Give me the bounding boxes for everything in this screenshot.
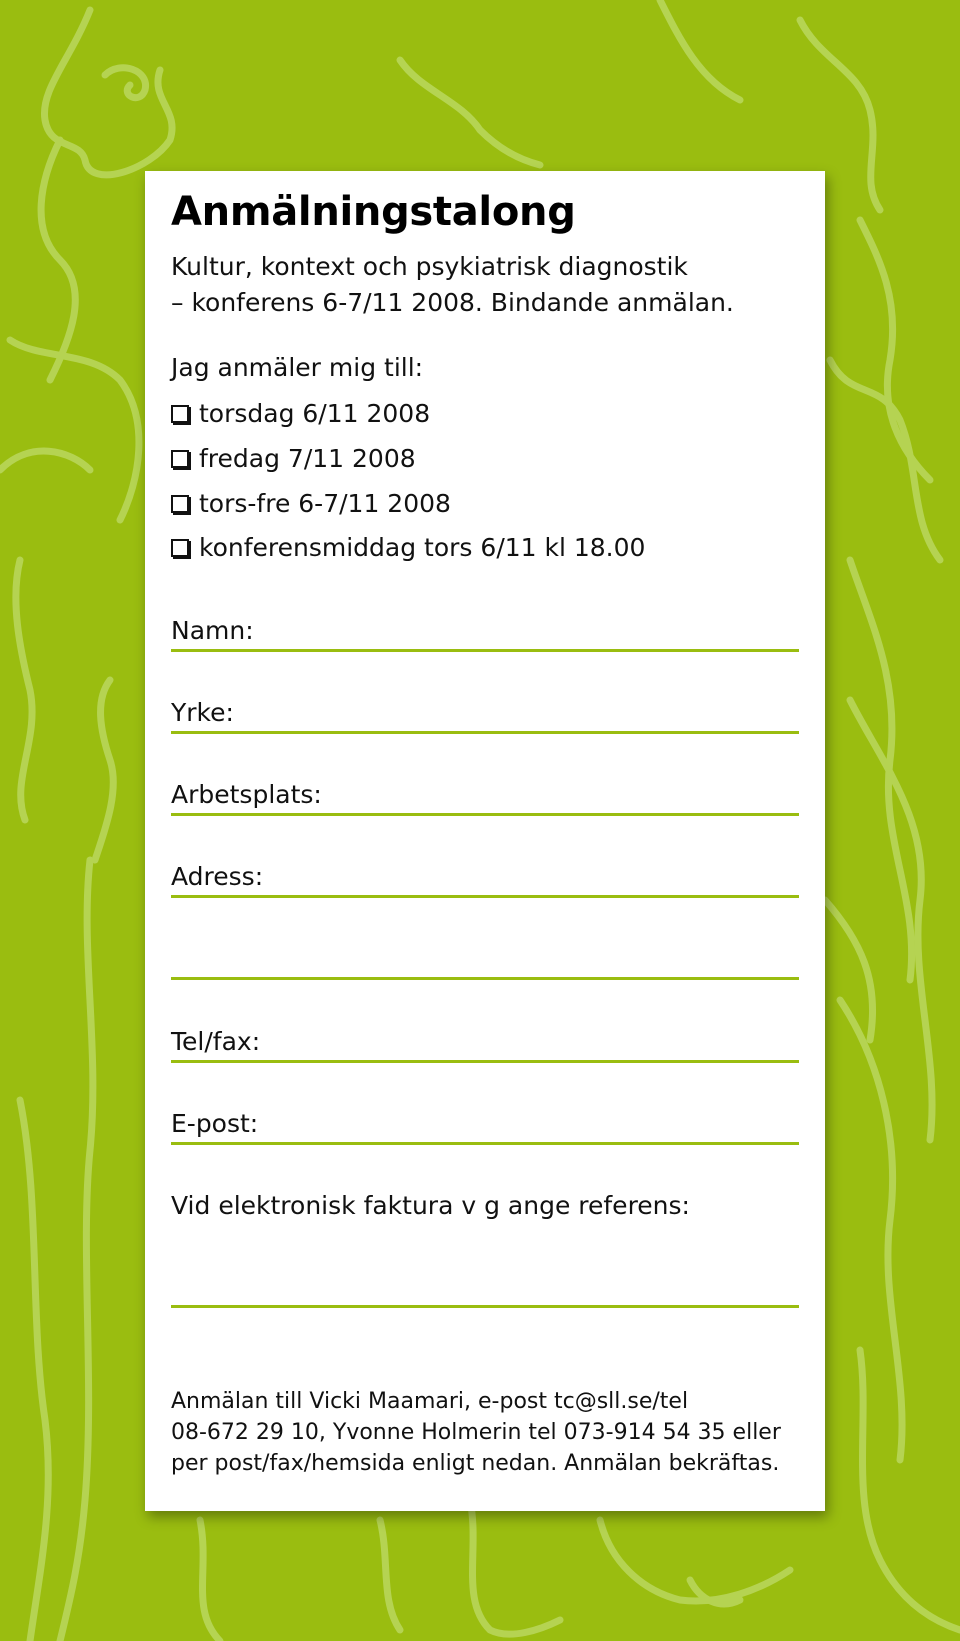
footer-line: per post/fax/hemsida enligt nedan. Anmälan bekräftas. bbox=[171, 1451, 780, 1476]
address-field[interactable] bbox=[171, 861, 799, 898]
checkbox-icon[interactable] bbox=[171, 405, 189, 423]
form-subtitle bbox=[171, 249, 811, 321]
email-field[interactable] bbox=[171, 1108, 799, 1145]
options-intro: Jag anmäler mig till: bbox=[171, 353, 424, 382]
option-friday[interactable] bbox=[171, 444, 416, 473]
checkbox-icon[interactable] bbox=[171, 450, 189, 468]
registration-card bbox=[145, 171, 825, 1511]
phone-label: Tel/fax: bbox=[171, 1027, 261, 1056]
email-label: E-post: bbox=[171, 1109, 259, 1138]
profession-field[interactable] bbox=[171, 697, 799, 734]
option-both-days[interactable] bbox=[171, 489, 451, 518]
option-label: torsdag 6/11 2008 bbox=[199, 399, 431, 428]
option-thursday[interactable] bbox=[171, 399, 430, 428]
checkbox-icon[interactable] bbox=[171, 539, 189, 557]
name-label: Namn: bbox=[171, 616, 254, 645]
invoice-reference-field[interactable] bbox=[171, 1271, 799, 1308]
address-line2-field[interactable] bbox=[171, 943, 799, 980]
workplace-field[interactable] bbox=[171, 779, 799, 816]
footer-line: Anmälan till Vicki Maamari, e-post tc@sll.se/tel bbox=[171, 1389, 689, 1414]
contact-info bbox=[171, 1386, 811, 1479]
invoice-reference-label-row bbox=[171, 1190, 799, 1224]
profession-label: Yrke: bbox=[171, 698, 234, 727]
name-field[interactable] bbox=[171, 615, 799, 652]
form-title: Anmälningstalong bbox=[171, 189, 576, 235]
option-label: tors-fre 6-7/11 2008 bbox=[199, 489, 451, 518]
phone-field[interactable] bbox=[171, 1026, 799, 1063]
subtitle-line: Kultur, kontext och psykiatrisk diagnostik bbox=[171, 252, 688, 281]
option-label: konferensmiddag tors 6/11 kl 18.00 bbox=[199, 533, 646, 562]
invoice-reference-label: Vid elektronisk faktura v g ange referens: bbox=[171, 1191, 690, 1220]
address-label: Adress: bbox=[171, 862, 264, 891]
footer-line: 08-672 29 10, Yvonne Holmerin tel 073-914 54 35 eller bbox=[171, 1420, 781, 1445]
workplace-label: Arbetsplats: bbox=[171, 780, 322, 809]
option-conference-dinner[interactable] bbox=[171, 533, 645, 562]
option-label: fredag 7/11 2008 bbox=[199, 444, 416, 473]
checkbox-icon[interactable] bbox=[171, 495, 189, 513]
subtitle-line: – konferens 6-7/11 2008. Bindande anmälan. bbox=[171, 288, 734, 317]
